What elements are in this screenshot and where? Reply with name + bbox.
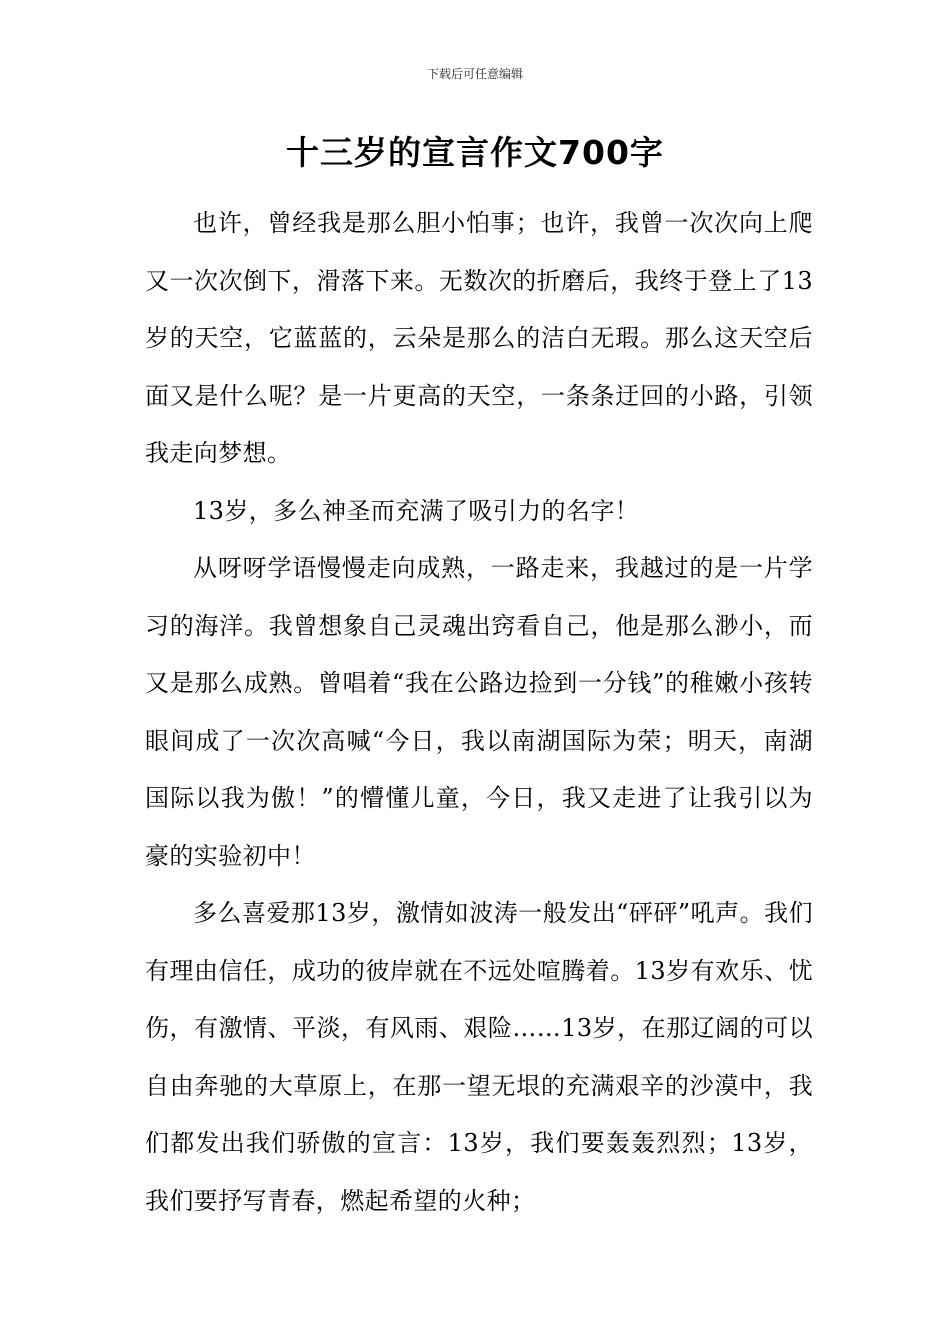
paragraph-2: 13岁，多么神圣而充满了吸引力的名字！ bbox=[193, 496, 640, 525]
header-note: 下载后可任意编辑 bbox=[426, 67, 523, 81]
document-title: 十三岁的宣言作文700字 bbox=[286, 133, 664, 172]
paragraph-4: 多么喜爱那13岁，激情如波涛一般发出“砰砰”吼声。我们有理由信任，成功的彼岸就在不远处喧腾着。13岁有欢乐、忧伤，有激情、平淡，有风雨、艰险……13岁，在那辽阔的可以自由奔驰的大草原上，在那一望无垠的充满艰辛的沙漠中，我们都发出我们骄傲的宣言：13岁，我们要轰轰烈烈；13岁，我们要抒写青春，燃起希望的火种； bbox=[145, 899, 813, 1215]
document-body bbox=[145, 195, 813, 1230]
paragraph-1: 也许，曾经我是那么胆小怕事；也许，我曾一次次向上爬又一次次倒下，滑落下来。无数次的折磨后，我终于登上了13岁的天空，它蓝蓝的，云朵是那么的洁白无瑕。那么这天空后面又是什么呢？是一片更高的天空，一条条迂回的小路，引领我走向梦想。 bbox=[145, 209, 813, 467]
paragraph-3: 从呀呀学语慢慢走向成熟，一路走来，我越过的是一片学习的海洋。我曾想象自己灵魂出窍看自己，他是那么渺小，而又是那么成熟。曾唱着“我在公路边捡到一分钱”的稚嫩小孩转眼间成了一次次高喊“今日，我以南湖国际为荣；明天，南湖国际以我为傲！”的懵懂儿童，今日，我又走进了让我引以为豪的实验初中！ bbox=[145, 554, 813, 870]
